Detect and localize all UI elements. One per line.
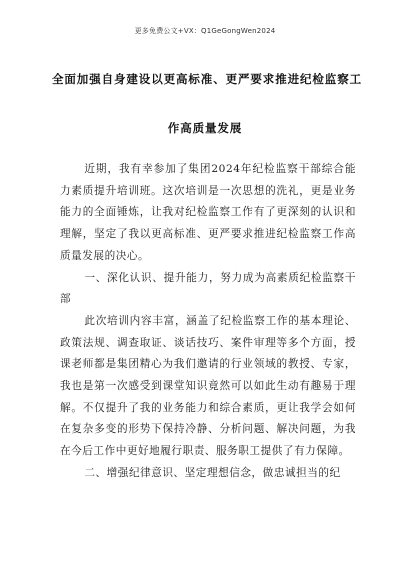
document-title-line-2: 作高质量发展 bbox=[167, 121, 243, 135]
header-note: 更多免费公文+VX：Q1GeGongWen2024 bbox=[134, 27, 276, 35]
paragraph-intro: 近期，我有幸参加了集团2024年纪检监察干部综合能力素质提升培训班。这次培训是一次思想的洗礼，更是业务能力的全面锤炼，让我对纪检监察工作有了更深刻的认识和理解，坚定了我以更高标准、更严要求推进纪检监察工作高质量发展的决心。 bbox=[60, 163, 356, 262]
section-heading-2: 二、增强纪律意识、坚定理想信念，做忠诚担当的纪 bbox=[84, 466, 341, 479]
document-title-line-1: 全面加强自身建设以更高标准、更严要求推进纪检监察工 bbox=[52, 72, 362, 86]
document-body bbox=[60, 159, 356, 485]
paragraph-training-content: 此次培训内容丰富，涵盖了纪检监察工作的基本理论、政策法规、调查取证、谈话技巧、案件审理等多个方面，授课老师都是集团精心为我们邀请的行业领域的教授、专家，我也是第一次感受到课堂知识竟然可以如此生动有趣易于理解。不仅提升了我的业务能力和综合素质，更让我学会如何在复杂多变的形势下保持冷静、分析问题、解决问题，为我在今后工作中更好地履行职责、服务职工提供了有力保障。 bbox=[60, 314, 356, 458]
section-heading-1: 一、深化认识、提升能力，努力成为高素质纪检监察干部 bbox=[60, 271, 356, 306]
